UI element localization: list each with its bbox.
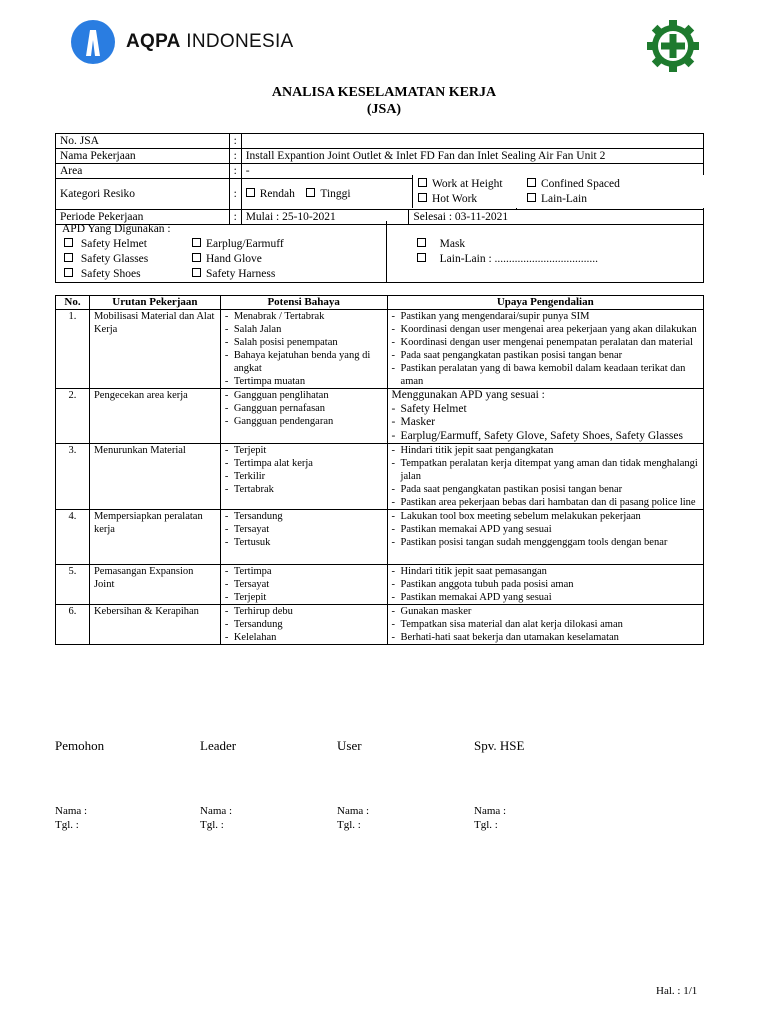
- sig-tgl: Tgl. :: [337, 819, 361, 831]
- option-tinggi: Tinggi: [320, 188, 351, 200]
- label-periode: Periode Pekerjaan: [56, 210, 230, 225]
- hazard-item: - Tersandung: [225, 618, 383, 631]
- sep: :: [229, 149, 241, 164]
- value-nama-pekerjaan: Install Expantion Joint Outlet & Inlet FD Fan dan Inlet Sealing Air Fan Unit 2: [241, 149, 703, 164]
- checkbox-hot-work[interactable]: [418, 193, 427, 202]
- header-upaya: Upaya Pengendalian: [387, 296, 703, 310]
- sig-tgl: Tgl. :: [200, 819, 224, 831]
- checkbox-confined[interactable]: [527, 178, 536, 187]
- apd-safety-harness: Safety Harness: [206, 268, 276, 280]
- row-hazards: [220, 510, 387, 565]
- sig-role-leader: Leader: [200, 738, 237, 753]
- document-subtitle: (JSA): [366, 102, 402, 117]
- row-step: Pengecekan area kerja: [89, 389, 220, 444]
- sep: :: [229, 210, 241, 225]
- checkbox-mask[interactable]: [417, 238, 426, 247]
- row-hazards: [220, 605, 387, 645]
- hazard-item: - Tertimpa muatan: [225, 375, 383, 388]
- row-controls: [387, 310, 703, 389]
- control-item: - Pada saat pengangkatan pastikan posisi tangan benar: [392, 349, 699, 362]
- sig-role-pemohon: Pemohon: [55, 738, 105, 753]
- sig-role-spv-hse: Spv. HSE: [474, 738, 525, 753]
- option-lain: Lain-Lain: [541, 193, 587, 205]
- control-item: - Tempatkan peralatan kerja ditempat yang aman dan tidak menghalangi jalan: [392, 457, 699, 483]
- hazard-item: - Salah posisi penempatan: [225, 336, 383, 349]
- table-row: [56, 389, 704, 444]
- hazard-item: - Tertabrak: [225, 483, 383, 496]
- control-item: - Earplug/Earmuff, Safety Glove, Safety Shoes, Safety Glasses: [392, 430, 699, 444]
- checkbox-safety-shoes[interactable]: [64, 268, 73, 277]
- hazard-item: - Menabrak / Tertabrak: [225, 310, 383, 323]
- row-controls: [387, 605, 703, 645]
- hazard-item: - Tersandung: [225, 510, 383, 523]
- controls-intro: Menggunakan APD yang sesuai :: [391, 389, 545, 401]
- hazard-item: - Tersayat: [225, 578, 383, 591]
- control-item: - Pada saat pengangkatan pastikan posisi tangan benar: [392, 483, 699, 496]
- table-row: [56, 605, 704, 645]
- hazard-item: - Gangguan penglihatan: [225, 389, 383, 402]
- hazard-item: - Terjepit: [225, 444, 383, 457]
- sep: :: [229, 179, 241, 210]
- control-item: - Koordinasi dengan user mengenai area pekerjaan yang akan dilakukan: [392, 323, 699, 336]
- control-item: - Safety Helmet: [392, 403, 699, 417]
- row-hazards: [220, 444, 387, 510]
- sig-nama: Nama :: [55, 805, 88, 817]
- checkbox-safety-helmet[interactable]: [64, 238, 73, 247]
- row-controls: [387, 510, 703, 565]
- table-row: [56, 510, 704, 565]
- control-item: - Pastikan posisi tangan sudah menggenggam tools dengan benar: [392, 536, 699, 549]
- row-no: 5.: [56, 565, 90, 605]
- control-item: - Pastikan anggota tubuh pada posisi aman: [392, 578, 699, 591]
- sig-block: [200, 804, 232, 832]
- hazard-item: - Gangguan pendengaran: [225, 415, 383, 428]
- checkbox-lain[interactable]: [527, 193, 536, 202]
- control-item: - Pastikan yang mengendarai/supir punya SIM: [392, 310, 699, 323]
- sep: :: [229, 164, 241, 179]
- checkbox-safety-glasses[interactable]: [64, 253, 73, 262]
- row-controls: [387, 389, 703, 444]
- control-item: - Hindari titik jepit saat pemasangan: [392, 565, 699, 578]
- row-controls: [387, 444, 703, 510]
- sig-nama: Nama :: [474, 805, 507, 817]
- table-row: [56, 565, 704, 605]
- company-logo: [68, 20, 294, 64]
- control-item: - Berhati-hati saat bekerja dan utamakan keselamatan: [392, 631, 699, 644]
- checkbox-lain-lain[interactable]: [417, 253, 426, 262]
- apd-safety-shoes: Safety Shoes: [80, 268, 141, 280]
- row-step: Kebersihan & Kerapihan: [89, 605, 220, 645]
- sig-block: [337, 804, 369, 832]
- value-area: -: [241, 164, 703, 179]
- header-urutan: Urutan Pekerjaan: [89, 296, 220, 310]
- option-confined: Confined Spaced: [541, 178, 620, 190]
- option-work-height: Work at Height: [432, 178, 503, 190]
- checkbox-tinggi[interactable]: [306, 188, 315, 197]
- hazard-item: - Kelelahan: [225, 631, 383, 644]
- hazard-item: - Tersayat: [225, 523, 383, 536]
- row-no: 2.: [56, 389, 90, 444]
- value-mulai: Mulai : 25-10-2021: [241, 210, 409, 225]
- hazard-item: - Terhirup debu: [225, 605, 383, 618]
- row-step: Mempersiapkan peralatan kerja: [89, 510, 220, 565]
- checkbox-hand-glove[interactable]: [192, 253, 201, 262]
- row-step: Mobilisasi Material dan Alat Kerja: [89, 310, 220, 389]
- row-no: 6.: [56, 605, 90, 645]
- control-item: - Hindari titik jepit saat pengangkatan: [392, 444, 699, 457]
- page-number: Hal. : 1/1: [656, 985, 698, 997]
- apd-mask: Mask: [439, 238, 466, 250]
- control-item: - Lakukan tool box meeting sebelum melakukan pekerjaan: [392, 510, 699, 523]
- apd-safety-glasses: Safety Glasses: [80, 253, 149, 265]
- apd-lain-lain: Lain-Lain : ....................................: [439, 253, 599, 265]
- control-item: - Pastikan memakai APD yang sesuai: [392, 591, 699, 604]
- label-nama-pekerjaan: Nama Pekerjaan: [56, 149, 230, 164]
- apd-safety-helmet: Safety Helmet: [80, 238, 147, 250]
- sig-block: [474, 804, 506, 832]
- sig-role-user: User: [337, 738, 362, 753]
- label-no-jsa: No. JSA: [56, 134, 230, 149]
- checkbox-earplug[interactable]: [192, 238, 201, 247]
- row-no: 3.: [56, 444, 90, 510]
- option-rendah: Rendah: [259, 188, 295, 200]
- header-no: No.: [56, 296, 90, 310]
- apd-earplug: Earplug/Earmuff: [206, 238, 284, 250]
- row-step: Menurunkan Material: [89, 444, 220, 510]
- sig-nama: Nama :: [200, 805, 233, 817]
- hazard-item: - Tertimpa alat kerja: [225, 457, 383, 470]
- hazard-item: - Tertusuk: [225, 536, 383, 549]
- table-row: [56, 310, 704, 389]
- row-controls: [387, 565, 703, 605]
- aqpa-logo-icon: [68, 20, 118, 64]
- control-item: - Pastikan area pekerjaan bebas dari hambatan dan di pasang police line: [392, 496, 699, 509]
- hazard-item: - Bahaya kejatuhan benda yang di angkat: [225, 349, 383, 375]
- risk-type-block: [412, 175, 705, 208]
- control-item: - Koordinasi dengan user mengenai penempatan peralatan dan material: [392, 336, 699, 349]
- sig-nama: Nama :: [337, 805, 370, 817]
- control-item: - Pastikan memakai APD yang sesuai: [392, 523, 699, 536]
- hazard-item: - Terjepit: [225, 591, 383, 604]
- control-item: - Gunakan masker: [392, 605, 699, 618]
- table-row: [56, 444, 704, 510]
- checkbox-rendah[interactable]: [246, 188, 255, 197]
- hazard-item: - Terkilir: [225, 470, 383, 483]
- row-hazards: [220, 389, 387, 444]
- row-hazards: [220, 310, 387, 389]
- value-selesai: Selesai : 03-11-2021: [409, 210, 704, 225]
- apd-section: [55, 221, 704, 283]
- k3-gear-cross-icon: [645, 18, 701, 74]
- hazard-item: - Tertimpa: [225, 565, 383, 578]
- value-no-jsa: [241, 134, 703, 149]
- header-potensi: Potensi Bahaya: [220, 296, 387, 310]
- sep: :: [229, 134, 241, 149]
- row-hazards: [220, 565, 387, 605]
- apd-hand-glove: Hand Glove: [206, 253, 262, 265]
- option-hot-work: Hot Work: [432, 193, 478, 205]
- checkbox-work-height[interactable]: [418, 178, 427, 187]
- control-item: - Pastikan peralatan yang di bawa kemobil dalam keadaan terikat dan aman: [392, 362, 699, 388]
- task-table: [55, 295, 704, 645]
- label-area: Area: [56, 164, 230, 179]
- logo-text: AQPA INDONESIA: [126, 31, 294, 52]
- control-item: - Tempatkan sisa material dan alat kerja dilokasi aman: [392, 618, 699, 631]
- row-no: 4.: [56, 510, 90, 565]
- sig-tgl: Tgl. :: [474, 819, 498, 831]
- sig-block: [55, 804, 87, 832]
- row-no: 1.: [56, 310, 90, 389]
- sig-tgl: Tgl. :: [55, 819, 79, 831]
- document-title: ANALISA KESELAMATAN KERJA: [271, 85, 497, 100]
- label-kategori: Kategori Resiko: [56, 179, 230, 210]
- apd-label: APD Yang Digunakan :: [62, 223, 171, 235]
- hazard-item: - Gangguan pernafasan: [225, 402, 383, 415]
- row-step: Pemasangan Expansion Joint: [89, 565, 220, 605]
- checkbox-safety-harness[interactable]: [192, 268, 201, 277]
- control-item: - Masker: [392, 416, 699, 430]
- hazard-item: - Salah Jalan: [225, 323, 383, 336]
